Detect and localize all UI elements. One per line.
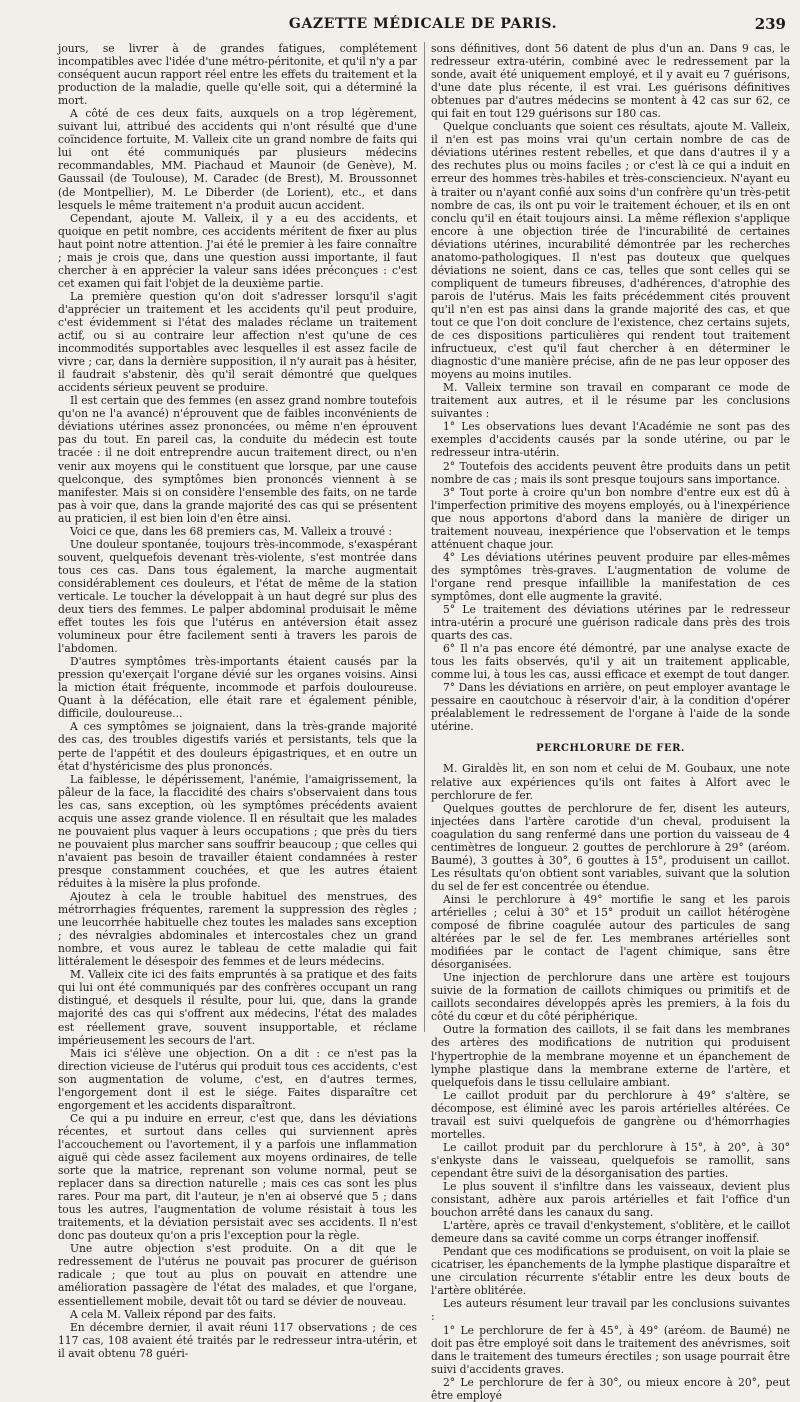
paragraph: Quelques gouttes de perchlorure de fer, disent les auteurs, injectées dans l'artère carotide d'un cheval, produisent la coagulation du sang renfermé dans une portion du vaisseau de 4 centimètres de longueur. 2 gouttes de perchlorure à 29° (aréom. Baumé), 3 gouttes à 30°, 6 gouttes à 15°, produisent un caillot. Les résultats qu'on obtient sont variables, suivant que la solution du sel de fer est concentrée ou étendue. [431, 801, 790, 893]
right-column-lower-section [431, 762, 790, 1401]
paragraph: En décembre dernier, il avait réuni 117 observations ; de ces 117 cas, 108 avaient été traités par le redresseur intra-utérin, et il avait obtenu 78 guéri- [58, 1320, 417, 1360]
paragraph: La première question qu'on doit s'adresser lorsqu'il s'agit d'apprécier un traitement et les accidents qu'il peut produire, c'est évidemment si l'état des malades réclame un traitement actif, ou si au contraire leur affection n'est qu'une de ces incommodités supportables avec lesquelles il est assez facile de vivre ; car, dans la dernière supposition, il n'y aurait pas à hésiter, il faudrait s'abstenir, dès qu'il serait démontré que quelques accidents sérieux peuvent se produire. [58, 289, 417, 395]
paragraph: Outre la formation des caillots, il se fait dans les membranes des artères des modifications de nutrition qui produisent l'hypertrophie de la membrane moyenne et un épanchement de lymphe plastique dans la membrane externe de l'artère, et quelquefois dans le tissu cellulaire ambiant. [431, 1023, 790, 1089]
paragraph: 6° Il n'a pas encore été démontré, par une analyse exacte de tous les faits observés, qu'il y ait un traitement applicable, comme lui, à tous les cas, aussi efficace et exempt de tout danger. [431, 642, 790, 682]
paragraph: Le plus souvent il s'infiltre dans les vaisseaux, devient plus consistant, adhère aux parois artérielles et fait l'office d'un bouchon arrêté dans les canaux du sang. [431, 1179, 790, 1220]
right-column-upper-section [431, 42, 790, 733]
paragraph: 1° Les observations lues devant l'Académie ne sont pas des exemples d'accidents causés par la sonde utérine, ou par le redresseur intra-utérin. [431, 420, 790, 460]
paragraph: L'artère, après ce travail d'enkystement, s'oblitère, et le caillot demeure dans sa cavité comme un corps étranger inoffensif. [431, 1219, 790, 1246]
paragraph: Une douleur spontanée, toujours très-incommode, s'exaspérant souvent, quelquefois devenant très-violente, s'est montrée dans tous ces cas. Dans tous également, la marche augmentait considérablement ces douleurs, et l'état de même de la station verticale. Le toucher la développait à un haut degré sur plus des deux tiers des femmes. Le palper abdominal produisait le même effet toutes les fois que l'utérus en antéversion était assez volumineux pour être facilement senti à travers les parois de l'abdomen. [58, 537, 417, 656]
text-columns [58, 42, 790, 1402]
paragraph: A cela M. Valleix répond par des faits. [70, 1307, 276, 1321]
paragraph: Voici ce que, dans les 68 premiers cas, M. Valleix a trouvé : [70, 524, 393, 538]
paragraph: Quelque concluants que soient ces résultats, ajoute M. Valleix, il n'en est pas moins vrai qu'un certain nombre de cas de déviations utérines restent rebelles, et que dans d'autres il y a des rechutes plus ou moins faciles ; or c'est là ce qui a induit en erreur des hommes très-habiles et très-consciencieux. N'ayant eu à traiter ou n'ayant confié aux soins d'un confrère qu'un très-petit nombre de cas, ils ont pu voir le traitement échouer, et ils en ont conclu qu'il en était toujours ainsi. La même réflexion s'applique encore à une objection tirée de l'incurabilité de certaines déviations utérines, incurabilité démontrée par les recherches anatomo-pathologiques. Il n'est pas douteux que quelques déviations ne soient, dans ce cas, telles que sont celles qui se compliquent de tumeurs fibreuses, d'adhérences, d'atrophie des parois de l'utérus. Mais les faits précédemment cités prouvent qu'il n'en est pas ainsi dans la grande majorité des cas, et que tout ce que l'on doit conclure de l'existence, chez certains sujets, de ces dispositions particulières qui rendent tout traitement infructueux, c'est qu'il faut chercher à en déterminer le diagnostic d'une manière précise, afin de ne pas leur opposer des moyens au moins inutiles. [431, 120, 790, 382]
paragraph: Le caillot produit par du perchlorure à 15°, à 20°, à 30° s'enkyste dans le vaisseau, quelquefois se ramollit, sans cependant être suivi de la désorganisation des parties. [431, 1140, 790, 1180]
paragraph: sons définitives, dont 56 datent de plus d'un an. Dans 9 cas, le redresseur extra-utérin, combiné avec le redressement par la sonde, avait été uniquement employé, et il y avait eu 7 guérisons, d'une date plus récente, il est vrai. Les guérisons définitives obtenues par d'autres médecins se montent à 42 cas sur 62, ce qui fait en tout 129 guérisons sur 180 cas. [431, 42, 790, 121]
section-heading: PERCHLORURE DE FER. [536, 743, 685, 755]
right-column [431, 42, 790, 1402]
paragraph: Mais ici s'élève une objection. On a dit : ce n'est pas la direction vicieuse de l'utérus qui produit tous ces accidents, c'est son augmentation de volume, c'est, en d'autres termes, l'engorgement dont il est le siége. Faites disparaître cet engorgement et les accidents disparaîtront. [58, 1046, 417, 1112]
paragraph: La faiblesse, le dépérissement, l'anémie, l'amaigrissement, la pâleur de la face, la flaccidité des chairs s'observaient dans tous les cas, sans exception, où les symptômes précédents avaient acquis une assez grande violence. Il en résultait que les malades ne pouvaient plus vaquer à leurs occupations ; que près du tiers ne pouvaient plus marcher sans souffrir beaucoup ; que celles qui n'avaient pas besoin de travailler étaient condamnées à rester presque constamment couchées, et que les autres étaient réduites à la misère la plus profonde. [58, 772, 417, 890]
page-number: 239 [754, 15, 786, 33]
paragraph: Une autre objection s'est produite. On a dit que le redressement de l'utérus ne pouvait pas procurer de guérison radicale ; que tout au plus on pouvait en attendre une amélioration passagère de l'état des malades, et que l'organe, essentiellement mobile, devait tôt ou tard se dévier de nouveau. [58, 1242, 417, 1308]
paragraph: Une injection de perchlorure dans une artère est toujours suivie de la formation de caillots chimiques ou primitifs et de caillots secondaires développés après les premiers, à la fois du côté du cœur et du côté périphérique. [431, 971, 790, 1024]
paragraph: 7° Dans les déviations en arrière, on peut employer avantage le pessaire en caoutchouc à réservoir d'air, à la condition d'opérer préalablement le redressement de l'organe à l'aide de la sonde utérine. [431, 681, 790, 734]
paragraph: Cependant, ajoute M. Valleix, il y a eu des accidents, et quoique en petit nombre, ces accidents méritent de fixer au plus haut point notre attention. J'ai été le premier à les faire connaître ; mais je crois que, dans une question aussi importante, il faut chercher à en apprécier la valeur sans idées préconçues : c'est cet examen qui fait l'objet de la deuxième partie. [58, 211, 417, 290]
paragraph: 2° Toutefois des accidents peuvent être produits dans un petit nombre de cas ; mais ils sont presque toujours sans importance. [431, 459, 790, 486]
paragraph: 2° Le perchlorure de fer à 30°, ou mieux encore à 20°, peut être employé [431, 1375, 790, 1402]
paragraph: M. Valleix cite ici des faits empruntés à sa pratique et des faits qui lui ont été communiqués par des confrères occupant un rang distingué, et desquels il résulte, pour lui, que, dans la grande majorité des cas qui s'offrent aux médecins, l'état des malades est réellement grave, souvent insupportable, et réclame impérieusement les secours de l'art. [58, 968, 417, 1047]
journal-title: GAZETTE MÉDICALE DE PARIS. [288, 16, 558, 32]
paragraph: A côté de ces deux faits, auxquels on a trop légèrement, suivant lui, attribué des accidents qui n'ont résulté que d'une coïncidence fortuite, M. Valleix cite un grand nombre de faits qui lui ont été communiqués par plusieurs médecins recommandables, MM. Piachaud et Maunoir (de Genève), M. Gaussail (de Toulouse), M. Caradec (de Brest), M. Broussonnet (de Montpellier), M. Le Diberder (de Lorient), etc., et dans lesquels le même traitement n'a produit aucun accident. [58, 107, 417, 212]
paragraph: 5° Le traitement des déviations utérines par le redresseur intra-utérin a procuré une guérison radicale dans près des trois quarts des cas. [431, 603, 790, 643]
paragraph: Ainsi le perchlorure à 49° mortifie le sang et les parois artérielles ; celui à 30° et 15° produit un caillot hétérogène composé de fibrine coagulée autour des particules de sang altérées par le sel de fer. Les membranes artérielles sont modifiées par le contact de l'agent chimique, sans être désorganisées. [431, 892, 790, 972]
paragraph: Le caillot produit par du perchlorure à 49° s'altère, se décompose, est éliminé avec les parois artérielles altérées. Ce travail est suivi quelquefois de gangrène ou d'hémorrhagies mortelles. [431, 1088, 790, 1141]
paragraph: Il est certain que des femmes (en assez grand nombre toutefois qu'on ne l'a avancé) n'éprouvent que de faibles inconvénients de déviations utérines assez prononcées, ou même n'en éprouvent pas du tout. En pareil cas, la conduite du médecin est toute tracée : il ne doit entreprendre aucun traitement direct, ou n'en venir aux moyens qui le constituent que lorsque, par une cause quelconque, des symptômes bien prononcés viennent à se manifester. Mais si on considère l'ensemble des faits, on ne tarde pas à voir que, dans la grande majorité des cas qui se présentent au praticien, il est bien loin d'en être ainsi. [58, 394, 417, 525]
paragraph: D'autres symptômes très-importants étaient causés par la pression qu'exerçait l'organe dévié sur les organes voisins. Ainsi la miction était fréquente, incommode et parfois douloureuse. Quant à la défécation, elle était rare et également pénible, difficile, douloureuse... [58, 655, 417, 721]
paragraph: 3° Tout porte à croire qu'un bon nombre d'entre eux est dû à l'imperfection primitive des moyens employés, ou à l'inexpérience que nous apportons d'abord dans la manière de diriger un traitement nouveau, inexpérience que l'observation et le temps atténuent chaque jour. [431, 485, 790, 551]
paragraph: Pendant que ces modifications se produisent, on voit la plaie se cicatriser, les épanchements de la lymphe plastique disparaître et une circulation récurrente s'établir entre les deux bouts de l'artère oblitérée. [431, 1245, 790, 1298]
paragraph: M. Giraldès lit, en son nom et celui de M. Goubaux, une note relative aux expériences qu'ils ont faites à Alfort avec le perchlorure de fer. [431, 762, 790, 802]
paragraph: jours, se livrer à de grandes fatigues, complétement incompatibles avec l'idée d'une métro-péritonite, et qu'il n'y a par conséquent aucun rapport réel entre les effets du traitement et la production de la maladie, quelle qu'elle soit, qui a déterminé la mort. [58, 42, 417, 108]
paragraph: Ajoutez à cela le trouble habituel des menstrues, des métrorrhagies fréquentes, rarement la suppression des règles ; une leucorrhée habituelle chez toutes les malades sans exception ; des névralgies abdominales et intercostales chez un grand nombre, et vous aurez le tableau de cette maladie qui fait littéralement le désespoir des femmes et de leurs médecins. [58, 890, 417, 969]
paragraph: 4° Les déviations utérines peuvent produire par elles-mêmes des symptômes très-graves. L'augmentation de volume de l'organe rend presque infaillible la manifestation de ces symptômes, dont elle augmente la gravité. [431, 550, 790, 603]
left-column [58, 42, 417, 1360]
paragraph: Les auteurs résument leur travail par les conclusions suivantes : [431, 1297, 790, 1324]
paragraph: M. Valleix termine son travail en comparant ce mode de traitement aux autres, et il le résume par les conclusions suivantes : [431, 381, 790, 421]
column-divider [424, 42, 425, 1032]
running-head [60, 8, 786, 38]
paragraph: Ce qui a pu induire en erreur, c'est que, dans les déviations récentes, et surtout dans celles qui surviennent après l'accouchement ou l'avortement, il y a parfois une inflammation aiguë qui cède assez facilement aux moyens ordinaires, de telle sorte que la matrice, reprenant son volume normal, peut se replacer dans sa direction naturelle ; mais ces cas sont les plus rares. Pour ma part, dit l'auteur, je n'en ai observé que 5 ; dans tous les autres, l'augmentation de volume résistait à tous les traitements, et la déviation persistait avec ses accidents. Il n'est donc pas douteux qu'on a pris l'exception pour la règle. [58, 1111, 417, 1243]
paragraph: A ces symptômes se joignaient, dans la très-grande majorité des cas, des troubles digestifs variés et persistants, tels que la perte de l'appétit et des douleurs épigastriques, et en outre un état d'hystéricisme des plus prononcés. [58, 720, 417, 773]
paragraph: 1° Le perchlorure de fer à 45°, à 49° (aréom. de Baumé) ne doit pas être employé soit dans le traitement des anévrismes, soit dans le traitement des tumeurs érectiles ; son usage pourrait être suivi d'accidents graves. [431, 1323, 790, 1376]
